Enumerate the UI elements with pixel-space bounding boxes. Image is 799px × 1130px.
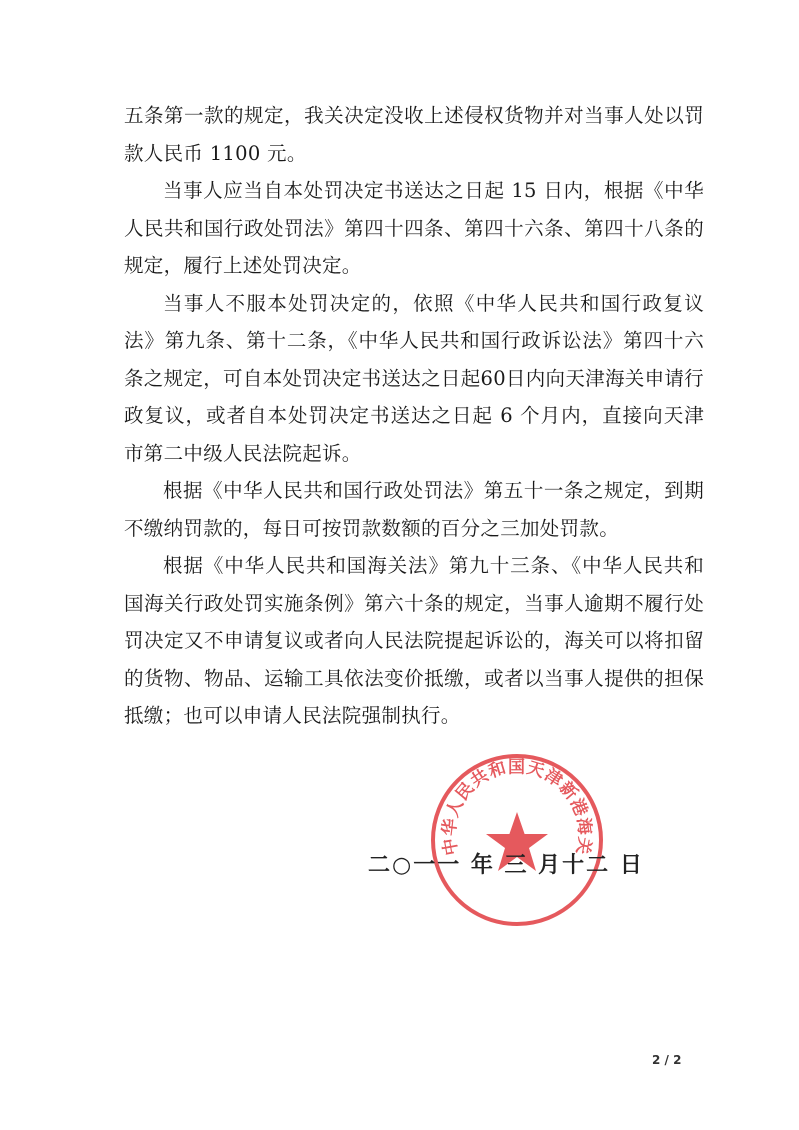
official-seal-icon — [427, 750, 607, 930]
page-number: 2 / 2 — [652, 1053, 682, 1067]
paragraph-5: 根据《中华人民共和国海关法》第九十三条、《中华人民共和国海关行政处罚实施条例》第六十条的规定，当事人逾期不履行处罚决定又不申请复议或者向人民法院提起诉讼的，海关可以将扣留的货物、物品、运输工具依法变价抵缴，或者以当事人提供的担保抵缴；也可以申请人民法院强制执行。 — [124, 554, 704, 727]
paragraph-2: 当事人应当自本处罚决定书送达之日起 15 日内，根据《中华人民共和国行政处罚法》第四十四条、第四十六条、第四十八条的规定，履行上述处罚决定。 — [124, 179, 704, 277]
paragraph-4: 根据《中华人民共和国行政处罚法》第五十一条之规定，到期不缴纳罚款的，每日可按罚款数额的百分之三加处罚款。 — [124, 479, 704, 540]
seal-text: 中华人民共和国天津新港海关 — [439, 757, 595, 857]
paragraph-1: 五条第一款的规定，我关决定没收上述侵权货物并对当事人处以罚款人民币 1100 元。 — [124, 104, 704, 165]
paragraph-3: 当事人不服本处罚决定的，依照《中华人民共和国行政复议法》第九条、第十二条，《中华人民共和国行政诉讼法》第四十六条之规定，可自本处罚决定书送达之日起60日内向天津海关申请行政复议，或者自本处罚决定书送达之日起 6 个月内，直接向天津市第二中级人民法院起诉。 — [124, 291, 704, 465]
document-date: 二○一一 年 三 月十二 日 — [368, 852, 644, 878]
document-body — [124, 97, 704, 735]
